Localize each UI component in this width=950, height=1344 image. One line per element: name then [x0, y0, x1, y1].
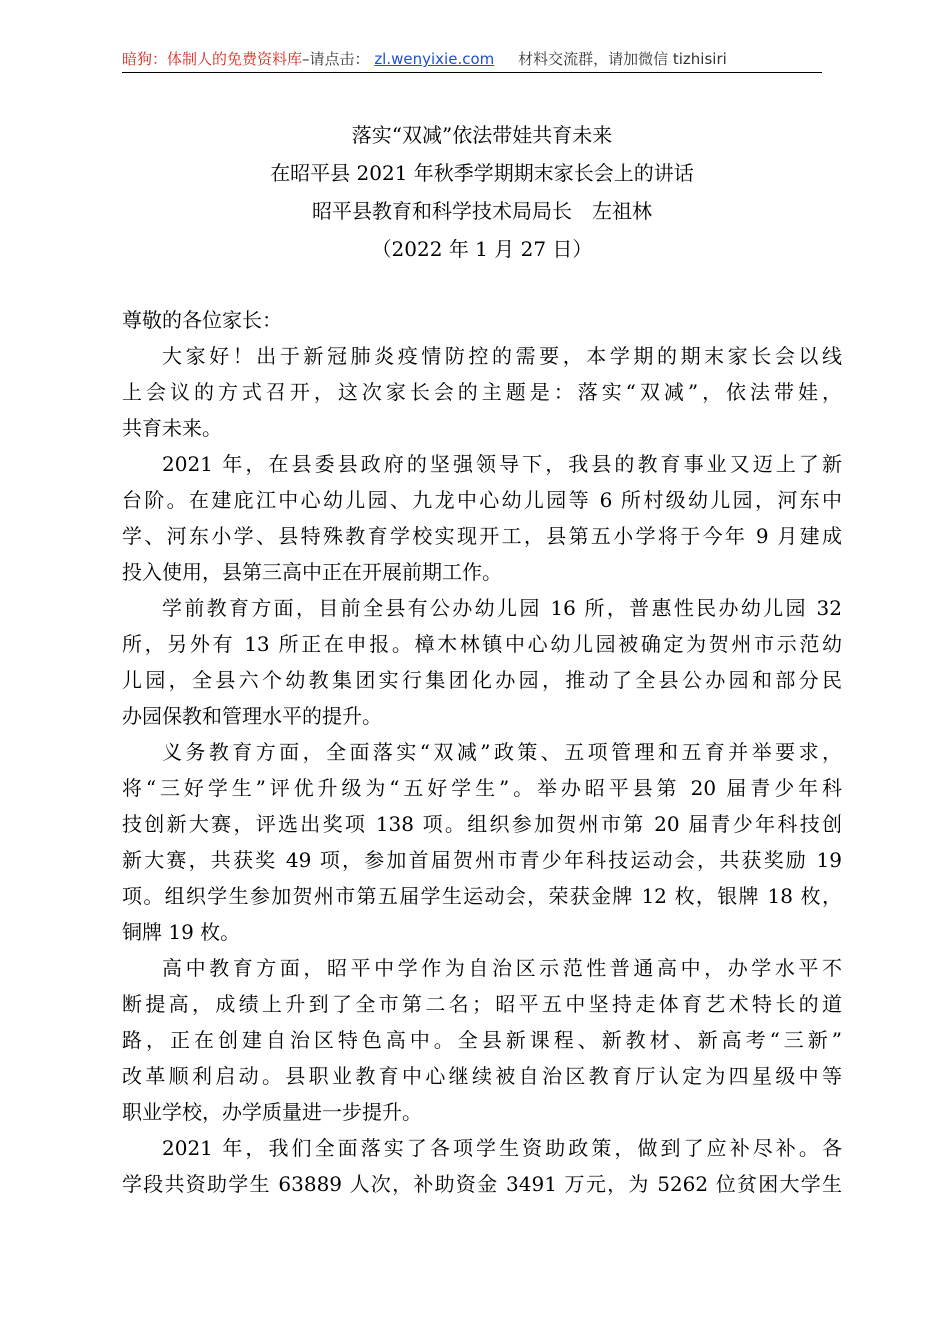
paragraph-line: 投入使用，县第三高中正在开展前期工作。: [122, 560, 502, 584]
header-link[interactable]: zl.wenyixie.com: [374, 50, 495, 68]
paragraph-line: 共育未来。: [122, 416, 222, 440]
paragraph-line: 将“三好学生”评优升级为“五好学生”。举办昭平县第 20 届青少年科: [122, 776, 842, 800]
paragraph-line: 办园保教和管理水平的提升。: [122, 704, 382, 728]
paragraph-line: 义务教育方面，全面落实“双减”政策、五项管理和五育并举要求，: [162, 740, 842, 764]
paragraph-line: 台阶。在建庇江中心幼儿园、九龙中心幼儿园等 6 所村级幼儿园，河东中: [122, 488, 842, 512]
title-block: [122, 116, 842, 268]
document-header: [122, 46, 822, 72]
paragraph-line: 所，另外有 13 所正在申报。樟木林镇中心幼儿园被确定为贺州市示范幼: [122, 632, 842, 656]
paragraph: [122, 446, 842, 590]
paragraph: [122, 338, 842, 446]
paragraph-line: 职业学校，办学质量进一步提升。: [122, 1100, 422, 1124]
paragraph-line: 上会议的方式召开，这次家长会的主题是：落实“双减”，依法带娃，: [122, 380, 842, 404]
paragraph: [122, 1130, 842, 1202]
paragraph-line: 新大赛，共获奖 49 项，参加首届贺州市青少年科技运动会，共获奖励 19: [122, 848, 842, 872]
header-group-note: 材料交流群，请加微信 tizhisiri: [518, 50, 727, 68]
salutation: 尊敬的各位家长：: [122, 308, 282, 332]
speech-subtitle: 在昭平县 2021 年秋季学期期末家长会上的讲话: [270, 161, 694, 185]
paragraph-line: 2021 年，在县委县政府的坚强领导下，我县的教育事业又迈上了新: [162, 452, 842, 476]
paragraph: [122, 950, 842, 1130]
paragraph-line: 儿园，全县六个幼教集团实行集团化办园，推动了全县公办园和部分民: [122, 668, 842, 692]
paragraph-line: 大家好！出于新冠肺炎疫情防控的需要，本学期的期末家长会以线: [162, 344, 842, 368]
speech-date: （2022 年 1 月 27 日）: [371, 237, 593, 261]
paragraph-line: 高中教育方面，昭平中学作为自治区示范性普通高中，办学水平不: [162, 956, 842, 980]
speaker-line: 昭平县教育和科学技术局局长 左祖林: [312, 199, 652, 223]
paragraph-line: 改革顺利启动。县职业教育中心继续被自治区教育厅认定为四星级中等: [122, 1064, 842, 1088]
paragraph: [122, 590, 842, 734]
paragraph-line: 学段共资助学生 63889 人次，补助资金 3491 万元，为 5262 位贫困大学生: [122, 1172, 842, 1196]
header-divider: [122, 72, 822, 73]
paragraph-line: 项。组织学生参加贺州市第五届学生运动会，荣获金牌 12 枚，银牌 18 枚，: [122, 884, 842, 908]
paragraph-line: 学、河东小学、县特殊教育学校实现开工，县第五小学将于今年 9 月建成: [122, 524, 842, 548]
paragraph-line: 学前教育方面，目前全县有公办幼儿园 16 所，普惠性民办幼儿园 32: [162, 596, 842, 620]
speech-title: 落实“双减”依法带娃共育未来: [351, 123, 613, 147]
body-text: [122, 338, 842, 1202]
paragraph-line: 技创新大赛，评选出奖项 138 项。组织参加贺州市第 20 届青少年科技创: [122, 812, 842, 836]
header-brand: 暗狗：体制人的免费资料库: [122, 50, 303, 68]
paragraph-line: 铜牌 19 枚。: [122, 920, 241, 944]
paragraph-line: 路，正在创建自治区特色高中。全县新课程、新教材、新高考“三新”: [122, 1028, 842, 1052]
paragraph: [122, 734, 842, 950]
paragraph-line: 2021 年，我们全面落实了各项学生资助政策，做到了应补尽补。各: [162, 1136, 842, 1160]
header-prompt: –请点击：: [302, 50, 370, 68]
paragraph-line: 断提高，成绩上升到了全市第二名；昭平五中坚持走体育艺术特长的道: [122, 992, 842, 1016]
